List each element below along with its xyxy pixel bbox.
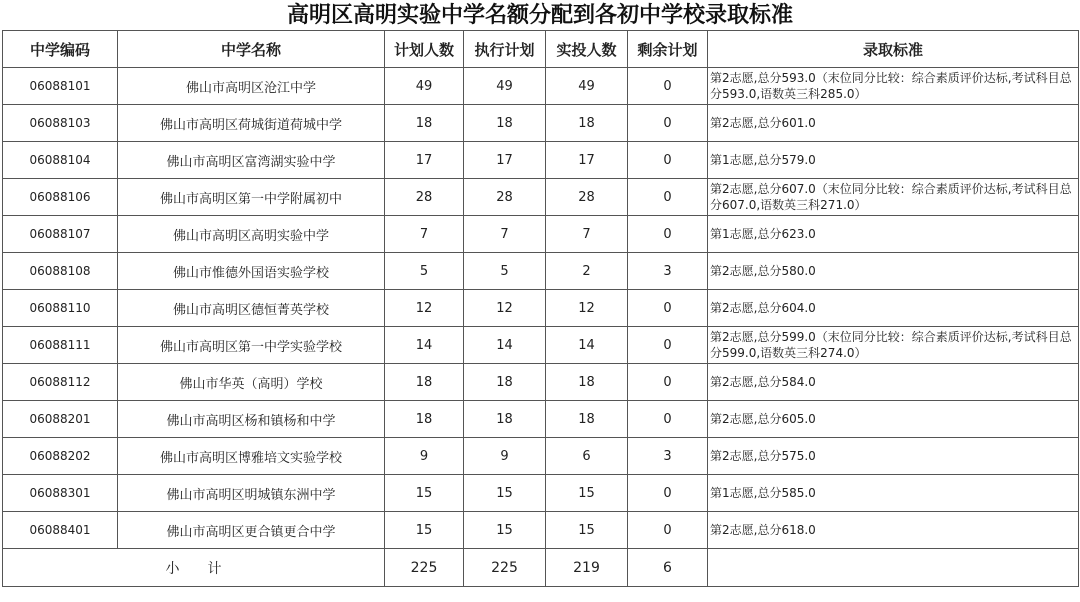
cell-actual: 15 [546,475,628,512]
table-row [3,68,1079,105]
cell-plan: 15 [385,475,464,512]
table-row [3,179,1079,216]
cell-name: 佛山市高明区沧江中学 [118,68,385,105]
cell-name: 佛山市高明区德恒菁英学校 [118,290,385,327]
cell-name: 佛山市华英（高明）学校 [118,364,385,401]
cell-code: 06088106 [3,179,118,216]
total-actual: 219 [546,549,628,587]
total-plan: 225 [385,549,464,587]
cell-code: 06088108 [3,253,118,290]
cell-plan: 18 [385,364,464,401]
cell-remain: 0 [628,475,708,512]
cell-exec: 12 [464,290,546,327]
cell-code: 06088301 [3,475,118,512]
cell-remain: 0 [628,142,708,179]
table-row [3,216,1079,253]
cell-criteria: 第2志愿,总分604.0 [708,290,1079,327]
table-row [3,290,1079,327]
cell-actual: 12 [546,290,628,327]
cell-remain: 0 [628,327,708,364]
total-exec: 225 [464,549,546,587]
cell-plan: 28 [385,179,464,216]
cell-criteria: 第2志愿,总分599.0（末位同分比较：综合素质评价达标,考试科目总分599.0,语数英三科274.0） [708,327,1079,364]
cell-criteria: 第2志愿,总分605.0 [708,401,1079,438]
cell-exec: 28 [464,179,546,216]
cell-plan: 7 [385,216,464,253]
total-label: 小 计 [3,549,385,587]
cell-criteria: 第2志愿,总分607.0（末位同分比较：综合素质评价达标,考试科目总分607.0,语数英三科271.0） [708,179,1079,216]
cell-exec: 49 [464,68,546,105]
cell-name: 佛山市高明区第一中学实验学校 [118,327,385,364]
cell-actual: 28 [546,179,628,216]
cell-plan: 15 [385,512,464,549]
cell-code: 06088202 [3,438,118,475]
cell-actual: 14 [546,327,628,364]
header-actual: 实投人数 [546,31,628,68]
cell-plan: 5 [385,253,464,290]
cell-plan: 18 [385,401,464,438]
header-criteria: 录取标准 [708,31,1079,68]
cell-plan: 18 [385,105,464,142]
cell-plan: 12 [385,290,464,327]
cell-name: 佛山市惟德外国语实验学校 [118,253,385,290]
cell-criteria: 第2志愿,总分618.0 [708,512,1079,549]
cell-remain: 0 [628,216,708,253]
table-row [3,401,1079,438]
cell-exec: 18 [464,401,546,438]
cell-actual: 2 [546,253,628,290]
cell-criteria: 第2志愿,总分575.0 [708,438,1079,475]
cell-remain: 3 [628,253,708,290]
table-row [3,512,1079,549]
cell-exec: 14 [464,327,546,364]
cell-name: 佛山市高明区杨和镇杨和中学 [118,401,385,438]
cell-criteria: 第2志愿,总分601.0 [708,105,1079,142]
table-row [3,142,1079,179]
cell-exec: 17 [464,142,546,179]
cell-code: 06088103 [3,105,118,142]
cell-plan: 17 [385,142,464,179]
cell-actual: 17 [546,142,628,179]
cell-exec: 9 [464,438,546,475]
table-title: 高明区高明实验中学名额分配到各初中学校录取标准 [286,2,793,28]
cell-actual: 49 [546,68,628,105]
total-row [3,549,1079,587]
header-code: 中学编码 [3,31,118,68]
cell-remain: 0 [628,401,708,438]
cell-exec: 18 [464,105,546,142]
cell-code: 06088110 [3,290,118,327]
table-row [3,327,1079,364]
cell-remain: 3 [628,438,708,475]
cell-remain: 0 [628,179,708,216]
cell-name: 佛山市高明区更合镇更合中学 [118,512,385,549]
cell-name: 佛山市高明区荷城街道荷城中学 [118,105,385,142]
cell-exec: 15 [464,512,546,549]
cell-code: 06088111 [3,327,118,364]
cell-exec: 18 [464,364,546,401]
header-remain: 剩余计划 [628,31,708,68]
cell-criteria: 第1志愿,总分623.0 [708,216,1079,253]
table-row [3,475,1079,512]
cell-remain: 0 [628,105,708,142]
header-plan: 计划人数 [385,31,464,68]
admission-table [2,30,1079,587]
cell-exec: 5 [464,253,546,290]
cell-code: 06088101 [3,68,118,105]
cell-actual: 18 [546,401,628,438]
cell-criteria: 第1志愿,总分579.0 [708,142,1079,179]
cell-code: 06088107 [3,216,118,253]
cell-criteria: 第2志愿,总分593.0（末位同分比较：综合素质评价达标,考试科目总分593.0,语数英三科285.0） [708,68,1079,105]
cell-name: 佛山市高明区明城镇东洲中学 [118,475,385,512]
cell-name: 佛山市高明区高明实验中学 [118,216,385,253]
cell-name: 佛山市高明区第一中学附属初中 [118,179,385,216]
cell-code: 06088201 [3,401,118,438]
header-row [3,31,1079,68]
header-exec: 执行计划 [464,31,546,68]
cell-name: 佛山市高明区博雅培文实验学校 [118,438,385,475]
cell-criteria: 第2志愿,总分580.0 [708,253,1079,290]
cell-remain: 0 [628,364,708,401]
cell-code: 06088401 [3,512,118,549]
cell-exec: 7 [464,216,546,253]
cell-remain: 0 [628,512,708,549]
table-row [3,105,1079,142]
header-name: 中学名称 [118,31,385,68]
cell-name: 佛山市高明区富湾湖实验中学 [118,142,385,179]
cell-actual: 18 [546,364,628,401]
cell-actual: 18 [546,105,628,142]
cell-criteria: 第2志愿,总分584.0 [708,364,1079,401]
cell-exec: 15 [464,475,546,512]
cell-plan: 9 [385,438,464,475]
cell-code: 06088112 [3,364,118,401]
table-row [3,364,1079,401]
table-row [3,253,1079,290]
total-criteria [708,549,1079,587]
cell-actual: 7 [546,216,628,253]
cell-remain: 0 [628,68,708,105]
cell-code: 06088104 [3,142,118,179]
cell-plan: 49 [385,68,464,105]
cell-criteria: 第1志愿,总分585.0 [708,475,1079,512]
table-row [3,438,1079,475]
cell-plan: 14 [385,327,464,364]
total-remain: 6 [628,549,708,587]
cell-actual: 6 [546,438,628,475]
cell-actual: 15 [546,512,628,549]
cell-remain: 0 [628,290,708,327]
